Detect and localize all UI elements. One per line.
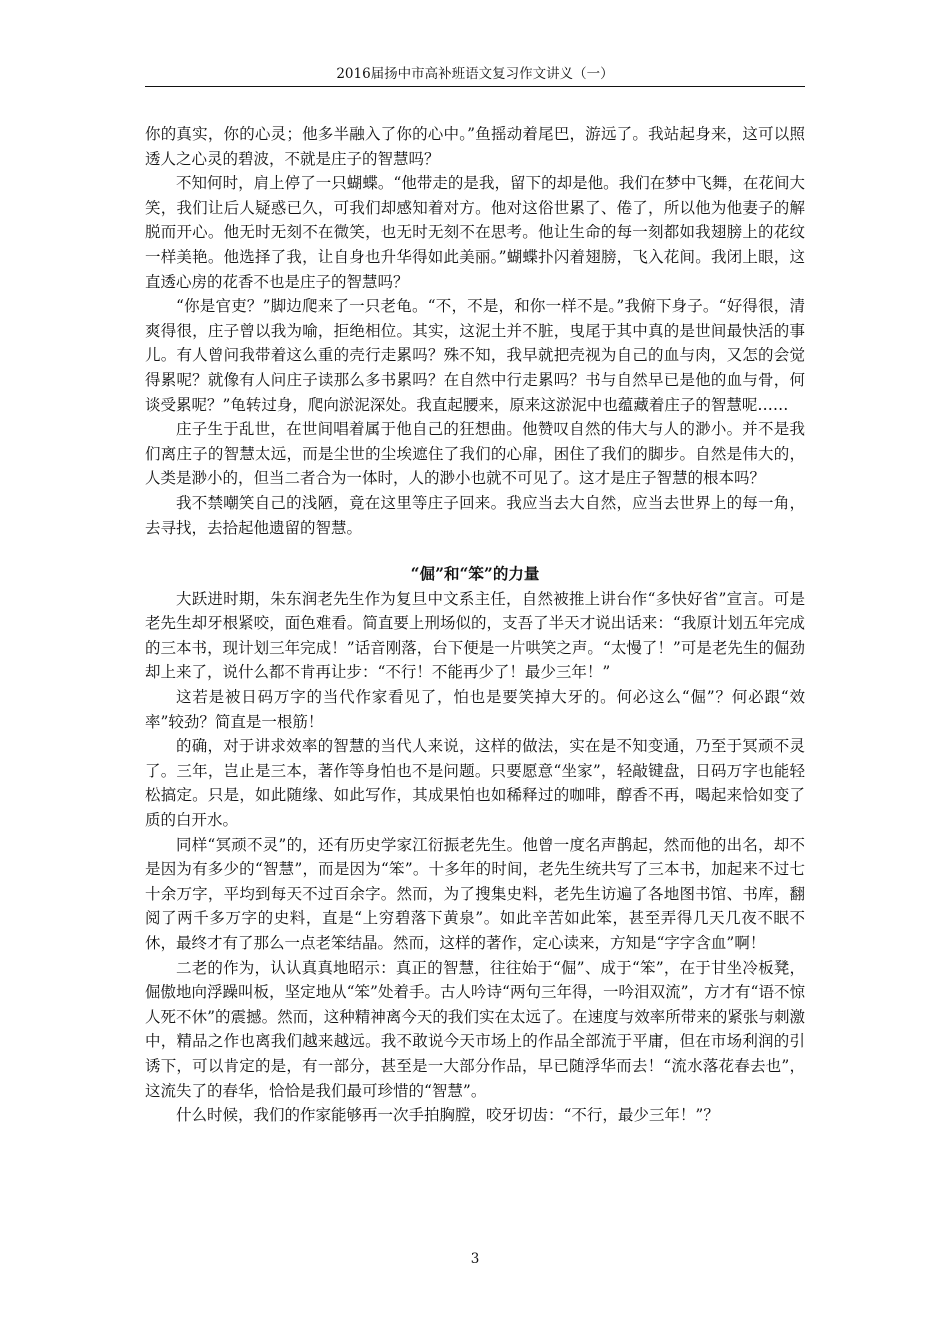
document-body xyxy=(145,122,805,1128)
header-divider xyxy=(145,86,805,87)
essay2-paragraph-2: 这若是被日码万字的当代作家看见了，怕也是要笑掉大牙的。何必这么“倔”？何必跟“效率”较劲？简直是一根筋！ xyxy=(145,688,805,731)
essay2-title: “倔”和“笨”的力量 xyxy=(410,564,540,584)
page-number: 3 xyxy=(470,1251,480,1267)
essay2-paragraph-5: 二老的作为，认认真真地昭示：真正的智慧，往往始于“倔”、成于“笨”，在于甘坐冷板凳，倔傲地向浮躁叫板，坚定地从“笨”处着手。古人吟诗“两句三年得，一吟泪双流”，方才有“语不惊人死不休”的震撼。然而，这种精神离今天的我们实在太远了。在速度与效率所带来的紧张与刺激中，精品之作也离我们越来越远。我不敢说今天市场上的作品全部流于平庸，但在市场利润的引诱下，可以肯定的是，有一部分，甚至是一大部分作品，早已随浮华而去！“流水落花春去也”，这流失了的春华，恰恰是我们最可珍惜的“智慧”。 xyxy=(145,958,805,1100)
page-header-title: 2016届扬中市高补班语文复习作文讲义（一） xyxy=(336,66,614,82)
essay1-paragraph-3: “你是官吏？”脚边爬来了一只老龟。“不，不是，和你一样不是。”我俯下身子。“好得很，清爽得很，庄子曾以我为喻，拒绝相位。其实，这泥土并不脏，曳尾于其中真的是世间最快活的事儿。有人曾问我带着这么重的壳行走累吗？殊不知，我早就把壳视为自己的血与肉，又怎的会觉得累呢？就像有人问庄子读那么多书累吗？在自然中行走累吗？书与自然早已是他的血与骨，何谈受累呢？”龟转过身，爬向淤泥深处。我直起腰来，原来这淤泥中也蕴藏着庄子的智慧呢…… xyxy=(145,297,805,414)
essay2-paragraph-6: 什么时候，我们的作家能够再一次手拍胸膛，咬牙切齿：“不行，最少三年！”？ xyxy=(176,1106,719,1125)
essay2-paragraph-3: 的确，对于讲求效率的智慧的当代人来说，这样的做法，实在是不知变通，乃至于冥顽不灵了。三年，岂止是三本，著作等身怕也不是问题。只要愿意“坐家”，轻敲键盘，日码万字也能轻松搞定。只是，如此随缘、如此写作，其成果怕也如稀释过的咖啡，醇香不再，喝起来恰如变了质的白开水。 xyxy=(145,737,805,830)
essay2-paragraph-1: 大跃进时期，朱东润老先生作为复旦中文系主任，自然被推上讲台作“多快好省”宣言。可是老先生却牙根紧咬，面色难看。简直要上刑场似的，支吾了半天才说出话来：“我原计划五年完成的三本书，现计划三年完成！”话音刚落，台下便是一片哄笑之声。“太慢了！”可是老先生的倔劲却上来了，说什么都不肯再让步：“不行！不能再少了！最少三年！” xyxy=(145,589,805,682)
essay1-paragraph-5: 我不禁嘲笑自己的浅陋，竟在这里等庄子回来。我应当去大自然，应当去世界上的每一角，去寻找，去拾起他遗留的智慧。 xyxy=(145,493,805,537)
essay1-paragraph-2: 不知何时，肩上停了一只蝴蝶。“他带走的是我，留下的却是他。我们在梦中飞舞，在花间大笑，我们让后人疑惑已久，可我们却感知着对方。他对这俗世累了、倦了，所以他为他妻子的解脱而开心。他无时无刻不在微笑，也无时无刻不在思考。他让生命的每一刻都如我翅膀上的花纹一样美艳。他选择了我，让自身也升华得如此美丽。”蝴蝶扑闪着翅膀，飞入花间。我闭上眼，这直透心房的花香不也是庄子的智慧吗？ xyxy=(145,174,805,291)
essay1-paragraph-1: 你的真实，你的心灵；他多半融入了你的心中。”鱼摇动着尾巴，游远了。我站起身来，这可以照透人之心灵的碧波，不就是庄子的智慧吗？ xyxy=(145,125,805,168)
essay1-paragraph-4: 庄子生于乱世，在世间唱着属于他自己的狂想曲。他赞叹自然的伟大与人的渺小。并不是我们离庄子的智慧太远，而是尘世的尘埃遮住了我们的心扉，困住了我们的脚步。自然是伟大的，人类是渺小的，但当二者合为一体时，人的渺小也就不可见了。这才是庄子智慧的根本吗？ xyxy=(145,420,805,488)
essay2-paragraph-4: 同样“冥顽不灵”的，还有历史学家江衍振老先生。他曾一度名声鹊起，然而他的出名，却不是因为有多少的“智慧”，而是因为“笨”。十多年的时间，老先生统共写了三本书，加起来不过七十余万字，平均到每天不过百余字。然而，为了搜集史料，老先生访遍了各地图书馆、书库，翻阅了两千多万字的史料，直是“上穷碧落下黄泉”。如此辛苦如此笨，甚至弄得几天几夜不眠不休，最终才有了那么一点老笨结晶。然而，这样的著作，定心读来，方知是“字字含血”啊！ xyxy=(145,835,805,952)
